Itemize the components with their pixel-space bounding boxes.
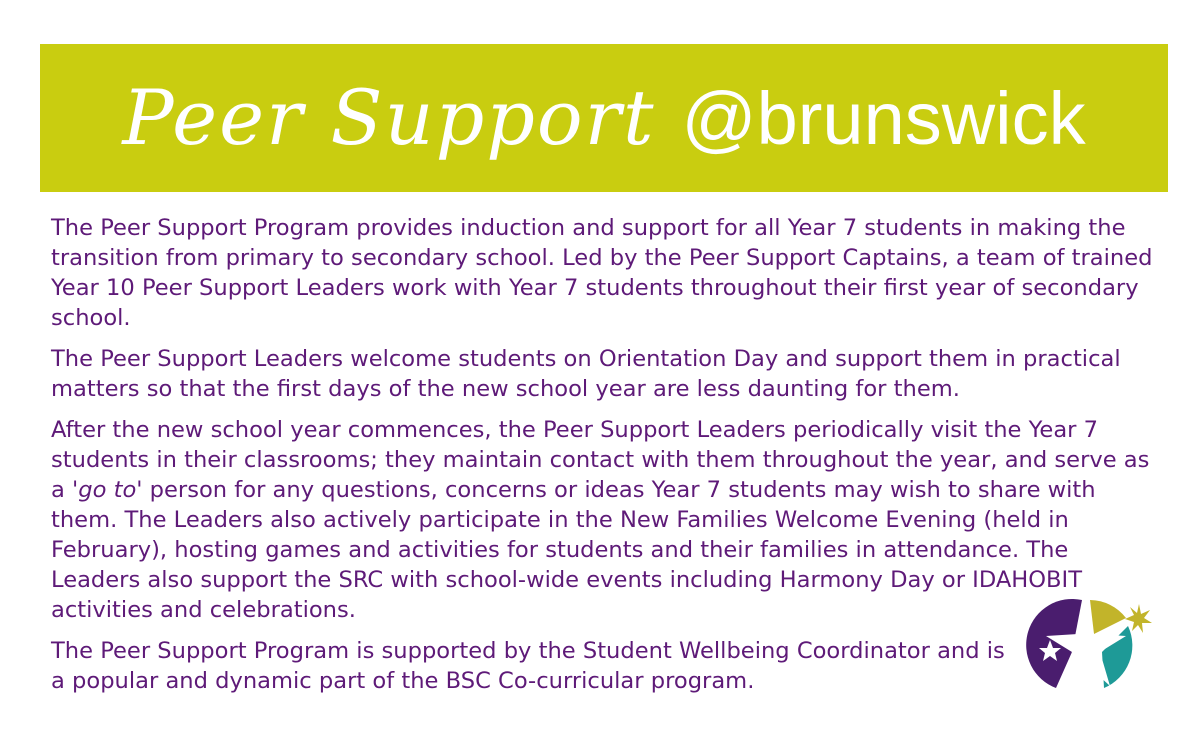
paragraph-orientation: The Peer Support Leaders welcome students on Orientation Day and support them in practical matters so that the first days of the new school year are less daunting for them. [51, 346, 1121, 402]
paragraph-coordinator: The Peer Support Program is supported by the Student Wellbeing Coordinator and is a popular and dynamic part of the BSC Co-curricular program. [51, 638, 1005, 694]
title-banner [40, 44, 1168, 192]
paragraph-activities-start: After the new school year commences, the Peer Support Leaders periodically visit the Year 7 students in their classrooms; they maintain contact with them throughout the year, and serve as a [51, 417, 1150, 503]
banner-title-script: Peer Support [122, 73, 656, 162]
body-text [51, 213, 1161, 707]
banner-title [40, 44, 1168, 192]
go-to-emphasis: 'go to' [72, 477, 143, 503]
paragraph-activities-end: person for any questions, concerns or ideas Year 7 students may wish to share with them. The Leaders also actively participate in the New Families Welcome Evening (held in February), hosting games and activities for students and their families in attendance. The Leaders also support the SRC with school-wide events including Harmony Day or IDAHOBIT activities and celebrations. [51, 477, 1096, 623]
paragraph-intro: The Peer Support Program provides induction and support for all Year 7 students in making the transition from primary to secondary school. Led by the Peer Support Captains, a team of trained Year 10 Peer Support Leaders work with Year 7 students throughout their first year of secondary school. [51, 215, 1153, 331]
banner-title-handle: @brunswick [681, 77, 1086, 160]
paragraph-activities [51, 415, 1161, 625]
school-star-logo-icon [1026, 596, 1158, 696]
